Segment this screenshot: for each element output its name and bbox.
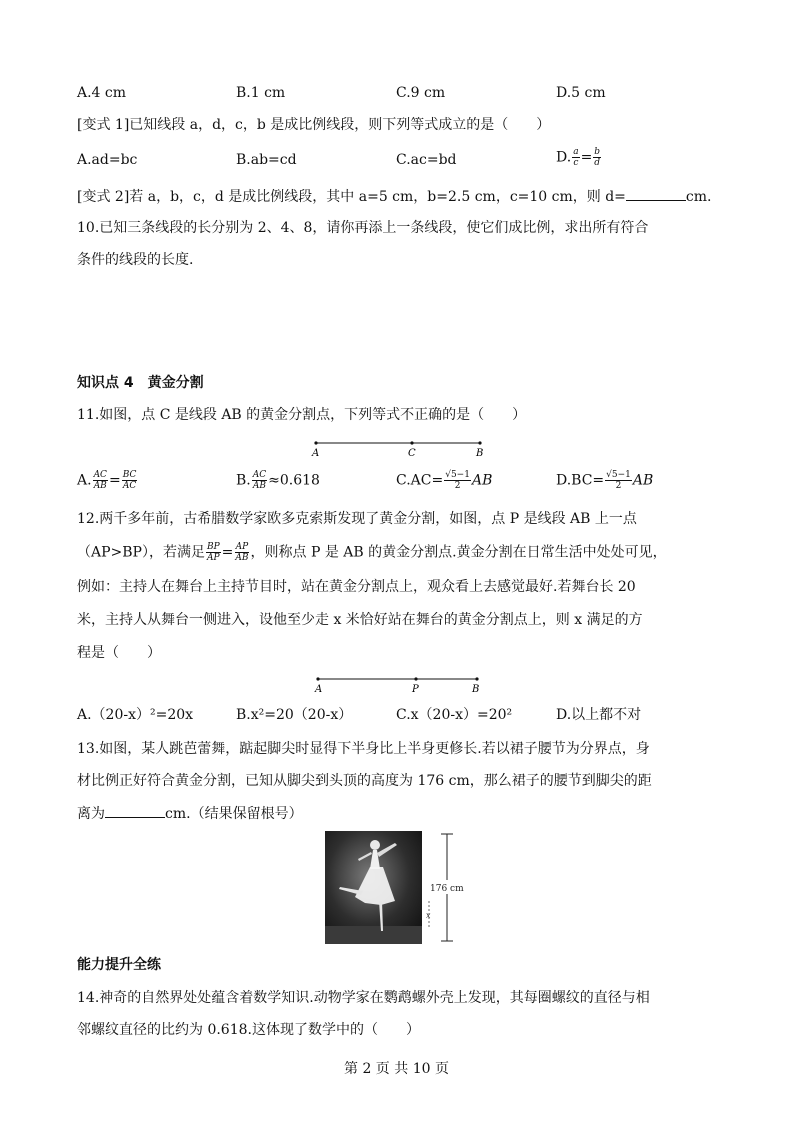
point-label: A <box>312 448 320 458</box>
q12-line1: 12.两千多年前，古希腊数学家欧多克索斯发现了黄金分割，如图，点 P 是线段 AB 上一点 <box>77 511 637 527</box>
fraction-numerator: AC <box>252 470 267 480</box>
fraction-numerator: a <box>573 147 579 157</box>
fraction <box>252 470 267 491</box>
fraction-denominator: AB <box>235 553 249 563</box>
fraction <box>593 147 601 168</box>
x-label: x <box>426 911 431 920</box>
q11-segment-figure <box>310 436 490 458</box>
option-prefix: A. <box>77 472 92 489</box>
fraction-denominator: AP <box>207 553 220 563</box>
ballet-dancer-figure <box>325 831 475 944</box>
point-label: B <box>472 684 480 694</box>
point-dot <box>414 677 417 680</box>
q12-option-b: B.x²=20（20-x） <box>236 707 353 723</box>
equals-sign: = <box>221 544 234 561</box>
q11-option-b <box>236 470 320 491</box>
point-dot <box>410 441 413 444</box>
fraction <box>605 470 632 491</box>
q13-line3-tail: cm.（结果保留根号） <box>165 806 303 822</box>
fraction-denominator: 2 <box>454 481 461 491</box>
option-tail: ≈0.618 <box>268 472 320 489</box>
q12-line2-prefix: （AP>BP），若满足 <box>77 544 205 561</box>
fraction-numerator: AP <box>235 542 249 552</box>
q12-option-c: C.x（20-x）=20² <box>396 707 513 723</box>
fraction-numerator: √5−1 <box>606 470 631 480</box>
q13-line3 <box>77 803 303 824</box>
q12-option-d: D.以上都不对 <box>556 707 642 723</box>
q12-line2 <box>77 542 667 563</box>
fraction-numerator: BC <box>122 470 137 480</box>
page-footer: 第 2 页 共 10 页 <box>344 1061 449 1077</box>
option-prefix: C.AC= <box>396 472 444 489</box>
point-dot <box>475 677 478 680</box>
q12-line4: 米，主持人从舞台一侧进入，设他至少走 x 米恰好站在舞台的黄金分割点上，则 x 满足的方 <box>77 612 643 628</box>
section-heading-ability: 能力提升全练 <box>77 957 161 973</box>
q9-option-d: D.5 cm <box>556 85 606 101</box>
fraction-denominator: AB <box>252 481 266 491</box>
point-label: C <box>408 448 416 458</box>
variant1-option-d-prefix: D. <box>556 149 572 166</box>
fraction <box>206 542 221 563</box>
q12-line5: 程是（ ） <box>77 645 161 661</box>
q11-option-d <box>556 470 653 491</box>
fraction-numerator: b <box>594 147 601 157</box>
q10-line2: 条件的线段的长度. <box>77 252 194 268</box>
variant2-text: [变式 2]若 a，b，c，d 是成比例线段，其中 a=5 cm，b=2.5 cm，c=10 cm，则 d= <box>77 189 626 205</box>
fraction-denominator: c <box>573 158 579 168</box>
equals-sign: = <box>108 472 121 489</box>
q9-option-c: C.9 cm <box>396 85 446 101</box>
q11-option-c <box>396 470 492 491</box>
q11-option-a <box>77 470 138 491</box>
variant2-stem <box>77 186 712 207</box>
fraction <box>444 470 471 491</box>
answer-blank[interactable] <box>626 186 686 201</box>
fraction-denominator: 2 <box>615 481 622 491</box>
fraction-numerator: BP <box>206 542 220 552</box>
option-prefix: D.BC= <box>556 472 605 489</box>
fraction-denominator: AB <box>93 481 107 491</box>
answer-blank[interactable] <box>105 803 165 818</box>
stage-floor <box>325 926 422 944</box>
q12-line3: 例如：主持人在舞台上主持节目时，站在黄金分割点上，观众看上去感觉最好.若舞台长 20 <box>77 579 636 595</box>
variant1-option-a: A.ad=bc <box>77 152 138 168</box>
variant1-option-b: B.ab=cd <box>236 152 297 168</box>
equals-sign: = <box>580 149 593 166</box>
fraction <box>122 470 138 491</box>
q12-option-a: A.（20-x）²=20x <box>77 707 194 723</box>
q13-line1: 13.如图，某人跳芭蕾舞，踮起脚尖时显得下半身比上半身更修长.若以裙子腰节为分界点，身 <box>77 741 650 757</box>
fraction <box>572 147 579 168</box>
section-heading: 知识点 4 黄金分割 <box>77 375 204 391</box>
variant1-stem: [变式 1]已知线段 a，d，c，b 是成比例线段，则下列等式成立的是（ ） <box>77 117 551 133</box>
option-tail: AB <box>471 472 493 489</box>
q13-line3-prefix: 离为 <box>77 806 105 822</box>
q9-option-a: A.4 cm <box>77 85 127 101</box>
point-label: A <box>315 684 323 694</box>
q13-line2: 材比例正好符合黄金分割，已知从脚尖到头顶的高度为 176 cm，那么裙子的腰节到脚尖的距 <box>77 773 652 789</box>
point-label: B <box>476 448 484 458</box>
point-dot <box>316 677 319 680</box>
point-dot <box>314 441 317 444</box>
fraction <box>93 470 108 491</box>
q10-line1: 10.已知三条线段的长分别为 2、4、8，请你再添上一条线段，使它们成比例，求出所有符合 <box>77 220 649 236</box>
fraction-numerator: √5−1 <box>445 470 470 480</box>
q12-segment-figure <box>312 672 487 694</box>
q11-stem: 11.如图，点 C 是线段 AB 的黄金分割点，下列等式不正确的是（ ） <box>77 407 527 423</box>
fraction-denominator: AC <box>122 481 137 491</box>
height-label: 176 cm <box>430 884 464 894</box>
q9-option-b: B.1 cm <box>236 85 286 101</box>
fraction-denominator: d <box>594 158 601 168</box>
q12-line2-tail: ，则称点 P 是 AB 的黄金分割点.黄金分割在日常生活中处处可见， <box>250 544 667 561</box>
q14-line1: 14.神奇的自然界处处蕴含着数学知识.动物学家在鹦鹉螺外壳上发现，其每圈螺纹的直径与相 <box>77 990 650 1006</box>
point-label: P <box>412 684 419 694</box>
variant1-option-c: C.ac=bd <box>396 152 457 168</box>
q14-line2: 邻螺纹直径的比约为 0.618.这体现了数学中的（ ） <box>77 1022 420 1038</box>
option-tail: AB <box>632 472 654 489</box>
variant2-unit: cm. <box>685 189 712 205</box>
variant1-option-d <box>556 147 602 168</box>
option-prefix: B. <box>236 472 251 489</box>
point-dot <box>478 441 481 444</box>
fraction <box>234 542 249 563</box>
fraction-numerator: AC <box>93 470 107 480</box>
